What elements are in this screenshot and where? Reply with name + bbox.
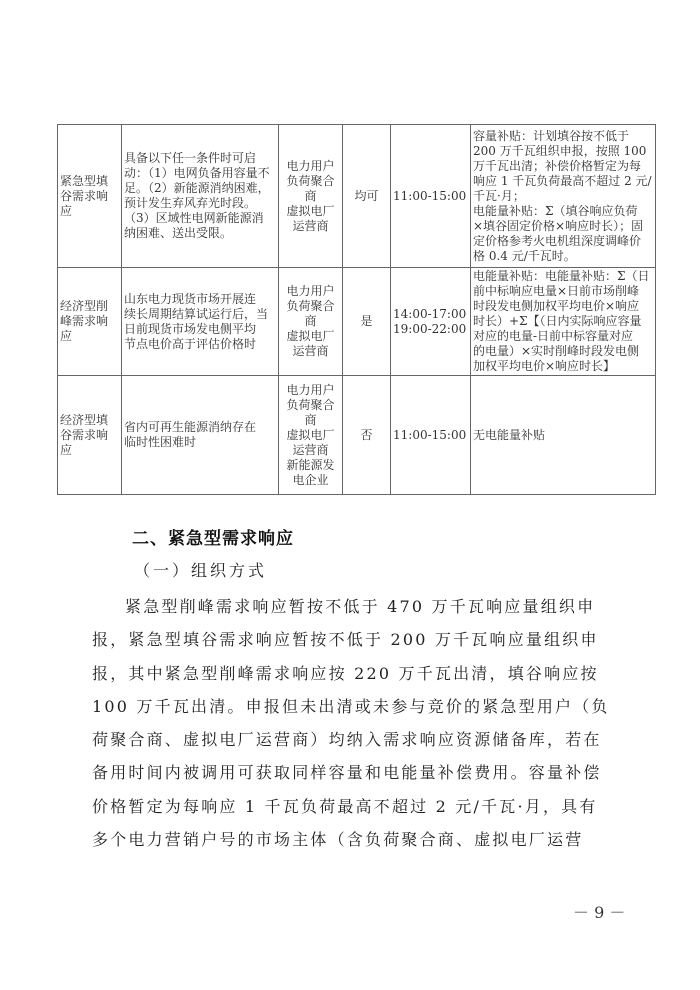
cell-text-line: 续长周期结算试运行后，当: [124, 306, 269, 321]
cell-compensation: [471, 125, 656, 268]
cell-text-line: 山东电力现货市场开展连: [124, 291, 257, 306]
cell-participants: [279, 268, 343, 376]
cell-response-time: [391, 376, 471, 495]
cell-text: 均可: [354, 188, 379, 203]
cell-text-line: 商: [304, 314, 317, 328]
cell-text-line: 动：（1）电网负备用容量不: [124, 166, 270, 180]
cell-text-line: 11:00-15:00: [393, 427, 467, 442]
section-heading: 二、紧急型需求响应: [132, 529, 294, 549]
cell-text-line: 容量补贴：计划填谷按不低于: [473, 128, 630, 143]
paragraph-line: 多个电力营销户号的市场主体（含负荷聚合商、虚拟电厂运营: [92, 830, 584, 850]
cell-text-line: 电力用户: [286, 382, 335, 397]
cell-text-line: 电能量补贴：电能量补贴：Σ（日: [473, 269, 650, 283]
cell-text-line: 虚拟电厂: [286, 203, 335, 218]
cell-text-line: 负荷聚合: [286, 299, 335, 313]
paragraph-line: 价格暂定为每响应 1 千瓦负荷最高不超过 2 元/千瓦·月，具有: [92, 796, 598, 816]
cell-text-line: 应: [60, 203, 73, 218]
body-paragraph: [92, 590, 652, 856]
cell-text-line: 电力用户: [286, 284, 335, 298]
cell-text-line: 格 0.4 元/千瓦时。: [473, 248, 576, 263]
cell-text-line: 节点电价高于评估价格时: [124, 336, 257, 351]
cell-response-time: [391, 268, 471, 376]
cell-text-line: 负荷聚合: [286, 173, 335, 188]
cell-text-line: 千瓦·月；: [473, 188, 525, 203]
cell-text-line: 14:00-17:00: [393, 306, 467, 321]
cell-text-line: 万千瓦出清；补偿价格暂定为每: [473, 158, 642, 173]
cell-text-line: 负荷聚合: [286, 397, 335, 412]
cell-text-line: 省内可再生能源消纳存在: [124, 420, 257, 434]
cell-trigger-condition: [122, 268, 279, 376]
cell-trigger-condition: [122, 125, 279, 268]
cell-text-line: 具备以下任一条件时可启: [124, 151, 257, 165]
cell-text-line: 无电能量补贴: [473, 427, 546, 442]
subsection-heading: （一）组织方式: [134, 561, 268, 580]
cell-response-type: [58, 268, 122, 376]
cell-response-type: [58, 125, 122, 268]
cell-text-line: 时段发电侧加权平均电价×响应: [473, 299, 640, 313]
paragraph-line: 100 万千瓦出清。申报但未出清或未参与竞价的紧急型用户（负: [92, 696, 610, 716]
cell-text-line: 电企业: [292, 472, 329, 487]
cell-text-line: 谷需求响: [60, 188, 109, 203]
cell-text-line: 经济型削: [60, 299, 109, 313]
cell-text-line: 运营商: [292, 442, 329, 457]
cell-text-line: 商: [304, 412, 317, 427]
cell-text-line: 时长）+Σ【（日内实际响应容量: [473, 314, 642, 328]
cell-bidding: [343, 376, 391, 495]
cell-text: 是: [360, 314, 373, 328]
cell-text-line: 新能源发: [286, 457, 335, 472]
cell-text-line: 对应的电量-日前中标容量对应: [473, 329, 634, 343]
cell-text-line: 运营商: [292, 344, 329, 358]
cell-participants: [279, 125, 343, 268]
cell-text-line: 的电量）×实时削峰时段发电侧: [473, 344, 640, 358]
cell-response-type: [58, 376, 122, 495]
cell-text-line: 虚拟电厂: [286, 427, 335, 442]
cell-text-line: 响应 1 千瓦负荷最高不超过 2 元/: [473, 173, 652, 188]
cell-response-time: [391, 125, 471, 268]
paragraph-line: 报，紧急型填谷需求响应暂按不低于 200 万千瓦响应量组织申: [92, 630, 599, 650]
cell-bidding: [343, 125, 391, 268]
cell-text-line: 电力用户: [286, 158, 335, 173]
table-row: [58, 376, 656, 495]
cell-text-line: 前中标响应电量×日前市场削峰: [473, 284, 640, 298]
paragraph-line: 紧急型削峰需求响应暂按不低于 470 万千瓦响应量组织申: [125, 597, 596, 616]
cell-text-line: 应: [60, 442, 73, 457]
cell-text-line: 200 万千瓦组织申报，按照 100: [473, 143, 647, 158]
cell-text-line: 应: [60, 329, 73, 343]
cell-compensation: [471, 376, 656, 495]
cell-text-line: 经济型填: [60, 412, 109, 427]
cell-text-line: 紧急型填: [60, 173, 109, 188]
page-number: － 9 －: [573, 903, 626, 922]
cell-text-line: 11:00-15:00: [393, 188, 467, 203]
cell-text-line: 预计发生弃风弃光时段。: [124, 196, 257, 210]
cell-participants: [279, 376, 343, 495]
table-row: [58, 268, 656, 376]
cell-bidding: [343, 268, 391, 376]
paragraph-line: 报，其中紧急型削峰需求响应按 220 万千瓦出清，填谷响应按: [92, 663, 599, 683]
cell-text-line: 足。（2）新能源消纳困难，: [124, 181, 270, 195]
cell-text-line: 纳困难、送出受限。: [124, 226, 233, 240]
cell-text: 否: [360, 427, 373, 442]
cell-text-line: 商: [304, 188, 317, 203]
cell-text-line: 加权平均电价×响应时长】: [473, 359, 616, 373]
cell-text-line: 虚拟电厂: [286, 329, 335, 343]
cell-trigger-condition: [122, 376, 279, 495]
demand-response-table: [57, 124, 656, 495]
cell-compensation: [471, 268, 656, 376]
paragraph-line: 备用时间内被调用可获取同样容量和电能量补偿费用。容量补偿: [92, 763, 602, 783]
cell-text-line: 谷需求响: [60, 427, 109, 442]
cell-text-line: 日前现货市场发电侧平均: [124, 321, 257, 336]
cell-text-line: （3）区域性电网新能源消: [124, 211, 264, 225]
cell-text-line: ×填谷固定价格×响应时长）；固: [473, 218, 644, 233]
cell-text-line: 运营商: [292, 218, 329, 233]
cell-text-line: 定价格参考火电机组深度调峰价: [473, 233, 642, 248]
table-row: [58, 125, 656, 268]
cell-text-line: 19:00-22:00: [393, 321, 467, 336]
cell-text-line: 峰需求响: [60, 314, 109, 328]
cell-text-line: 临时性困难时: [124, 435, 197, 449]
cell-text-line: 电能量补贴：Σ（填谷响应负荷: [473, 203, 638, 218]
paragraph-line: 荷聚合商、虚拟电厂运营商）均纳入需求响应资源储备库，若在: [92, 730, 602, 750]
